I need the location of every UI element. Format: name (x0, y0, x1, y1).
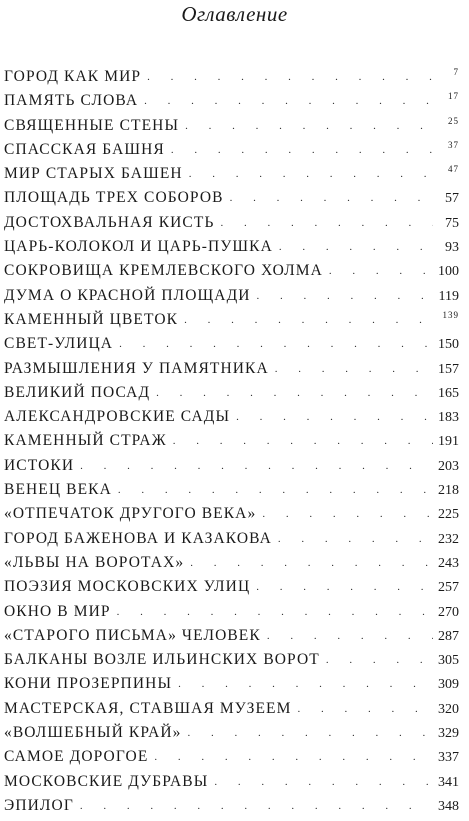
toc-page-number: 119 (438, 288, 459, 304)
toc-entry (0, 408, 469, 432)
toc-page-number: 203 (438, 458, 459, 474)
toc-entry-title: СВЕТ-УЛИЦА (4, 335, 114, 353)
dot-leader (80, 460, 433, 472)
toc-page-number: 100 (438, 264, 459, 280)
toc-entry (0, 311, 469, 335)
dot-leader (326, 654, 433, 666)
toc-page-number: 157 (438, 361, 459, 377)
toc-page-number: 270 (438, 604, 459, 620)
toc-entry-title: КАМЕННЫЙ СТРАЖ (4, 432, 167, 450)
toc-entry (0, 603, 469, 627)
toc-entry-title: КАМЕННЫЙ ЦВЕТОК (4, 310, 179, 328)
toc-entry (0, 481, 469, 505)
toc-entry-title: «ЛЬВЫ НА ВОРОТАХ» (4, 553, 185, 571)
dot-leader (178, 678, 433, 690)
toc-entry (0, 505, 469, 529)
dot-leader (119, 338, 433, 350)
toc-page-number: 150 (438, 337, 459, 353)
toc-page-number: 337 (438, 750, 459, 766)
dot-leader (262, 508, 433, 520)
toc-entry-title: ЭПИЛОГ (4, 796, 74, 814)
toc-entry (0, 189, 469, 213)
toc-entry (0, 700, 469, 724)
toc-entry-title: СВЯЩЕННЫЕ СТЕНЫ (4, 116, 180, 134)
dot-leader (298, 703, 434, 715)
toc-entry-title: ИСТОКИ (4, 456, 75, 474)
toc-page-number: 320 (438, 701, 459, 717)
toc-entry (0, 530, 469, 554)
toc-page-number: 287 (438, 628, 459, 644)
toc-entry-title: ВЕНЕЦ ВЕКА (4, 481, 112, 499)
toc-entry-title: САМОЕ ДОРОГОЕ (4, 748, 149, 766)
toc-page-number: 165 (438, 385, 459, 401)
dot-leader (230, 192, 433, 204)
toc-page-number: 93 (445, 240, 459, 256)
toc-entry-title: ГОРОД КАК МИР (4, 68, 142, 85)
toc-page-number: 57 (445, 191, 459, 207)
toc-entry (0, 360, 469, 384)
toc-list (0, 68, 469, 821)
toc-entry (0, 432, 469, 456)
dot-leader (117, 606, 433, 618)
dot-leader (156, 387, 433, 399)
toc-entry-title: ДОСТОХВАЛЬНАЯ КИСТЬ (4, 213, 215, 231)
toc-entry-title: ВЕЛИКИЙ ПОСАД (4, 383, 151, 401)
toc-page-number: 348 (438, 798, 459, 814)
dot-leader (257, 290, 433, 302)
toc-entry (0, 165, 469, 189)
dot-leader (80, 800, 433, 812)
toc-page-number: 183 (438, 410, 459, 426)
dot-leader (220, 217, 433, 229)
toc-entry-title: АЛЕКСАНДРОВСКИЕ САДЫ (4, 408, 231, 426)
toc-entry (0, 578, 469, 602)
dot-leader (236, 411, 433, 423)
toc-entry-title: ОКНО В МИР (4, 602, 111, 620)
toc-page-number: 225 (438, 507, 459, 523)
dot-leader (171, 144, 433, 156)
toc-entry-title: «ОТПЕЧАТОК ДРУГОГО ВЕКА» (4, 505, 257, 523)
toc-entry (0, 651, 469, 675)
dot-leader (147, 71, 433, 83)
toc-page-number: 37 (448, 139, 459, 150)
toc-page-number: 47 (448, 164, 459, 175)
toc-entry (0, 262, 469, 286)
toc-entry (0, 457, 469, 481)
toc-entry-title: ПАМЯТЬ СЛОВА (4, 92, 139, 110)
dot-leader (256, 581, 433, 593)
dot-leader (279, 241, 433, 253)
toc-page-number: 305 (438, 653, 459, 669)
toc-entry-title: «СТАРОГО ПИСЬМА» ЧЕЛОВЕК (4, 626, 261, 644)
dot-leader (188, 727, 433, 739)
toc-entry (0, 68, 469, 92)
toc-entry-title: МОСКОВСКИЕ ДУБРАВЫ (4, 772, 209, 790)
toc-entry (0, 238, 469, 262)
toc-page-number: 17 (448, 91, 459, 102)
toc-entry-title: ГОРОД БАЖЕНОВА И КАЗАКОВА (4, 529, 272, 547)
toc-page-number: 257 (438, 580, 459, 596)
page-title: Оглавление (181, 2, 288, 26)
dot-leader (184, 314, 433, 326)
dot-leader (275, 363, 433, 375)
dot-leader (329, 265, 433, 277)
toc-entry-title: ПЛОЩАДЬ ТРЕХ СОБОРОВ (4, 189, 224, 207)
toc-entry-title: «ВОЛШЕБНЫЙ КРАЙ» (4, 724, 182, 742)
toc-entry (0, 773, 469, 797)
toc-entry-title: БАЛКАНЫ ВОЗЛЕ ИЛЬИНСКИХ ВОРОТ (4, 651, 320, 669)
toc-entry-title: ДУМА О КРАСНОЙ ПЛОЩАДИ (4, 286, 251, 304)
toc-entry-title: ПОЭЗИЯ МОСКОВСКИХ УЛИЦ (4, 578, 251, 596)
toc-page-number: 218 (438, 483, 459, 499)
toc-entry (0, 748, 469, 772)
dot-leader (144, 95, 433, 107)
toc-entry (0, 117, 469, 141)
toc-entry (0, 797, 469, 821)
toc-entry-title: СПАССКАЯ БАШНЯ (4, 140, 165, 158)
toc-entry (0, 384, 469, 408)
toc-entry (0, 554, 469, 578)
dot-leader (185, 120, 433, 132)
toc-page-number: 329 (438, 726, 459, 742)
toc-entry-title: МИР СТАРЫХ БАШЕН (4, 165, 183, 183)
toc-page-number: 341 (438, 774, 459, 790)
toc-entry (0, 214, 469, 238)
toc-page-number: 232 (438, 531, 459, 547)
toc-page-number: 75 (445, 215, 459, 231)
toc-page-number: 7 (453, 67, 459, 77)
dot-leader (118, 484, 433, 496)
toc-entry (0, 287, 469, 311)
toc-entry-title: ЦАРЬ-КОЛОКОЛ И ЦАРЬ-ПУШКА (4, 238, 273, 256)
dot-leader (190, 557, 433, 569)
dot-leader (154, 751, 433, 763)
dot-leader (278, 533, 433, 545)
dot-leader (173, 435, 433, 447)
toc-entry-title: РАЗМЫШЛЕНИЯ У ПАМЯТНИКА (4, 359, 269, 377)
dot-leader (214, 776, 433, 788)
dot-leader (189, 168, 433, 180)
toc-entry (0, 724, 469, 748)
toc-entry-title: КОНИ ПРОЗЕРПИНЫ (4, 675, 173, 693)
toc-entry (0, 141, 469, 165)
toc-entry-title: МАСТЕРСКАЯ, СТАВШАЯ МУЗЕЕМ (4, 699, 292, 717)
dot-leader (267, 630, 433, 642)
toc-page-number: 25 (448, 115, 459, 126)
toc-page-number: 243 (438, 555, 459, 571)
toc-entry (0, 627, 469, 651)
toc-page-number: 309 (438, 677, 459, 693)
toc-entry (0, 675, 469, 699)
toc-entry (0, 335, 469, 359)
toc-page-number: 139 (442, 309, 459, 320)
toc-entry (0, 92, 469, 116)
toc-page-number: 191 (438, 434, 459, 450)
toc-entry-title: СОКРОВИЩА КРЕМЛЕВСКОГО ХОЛМА (4, 262, 323, 280)
